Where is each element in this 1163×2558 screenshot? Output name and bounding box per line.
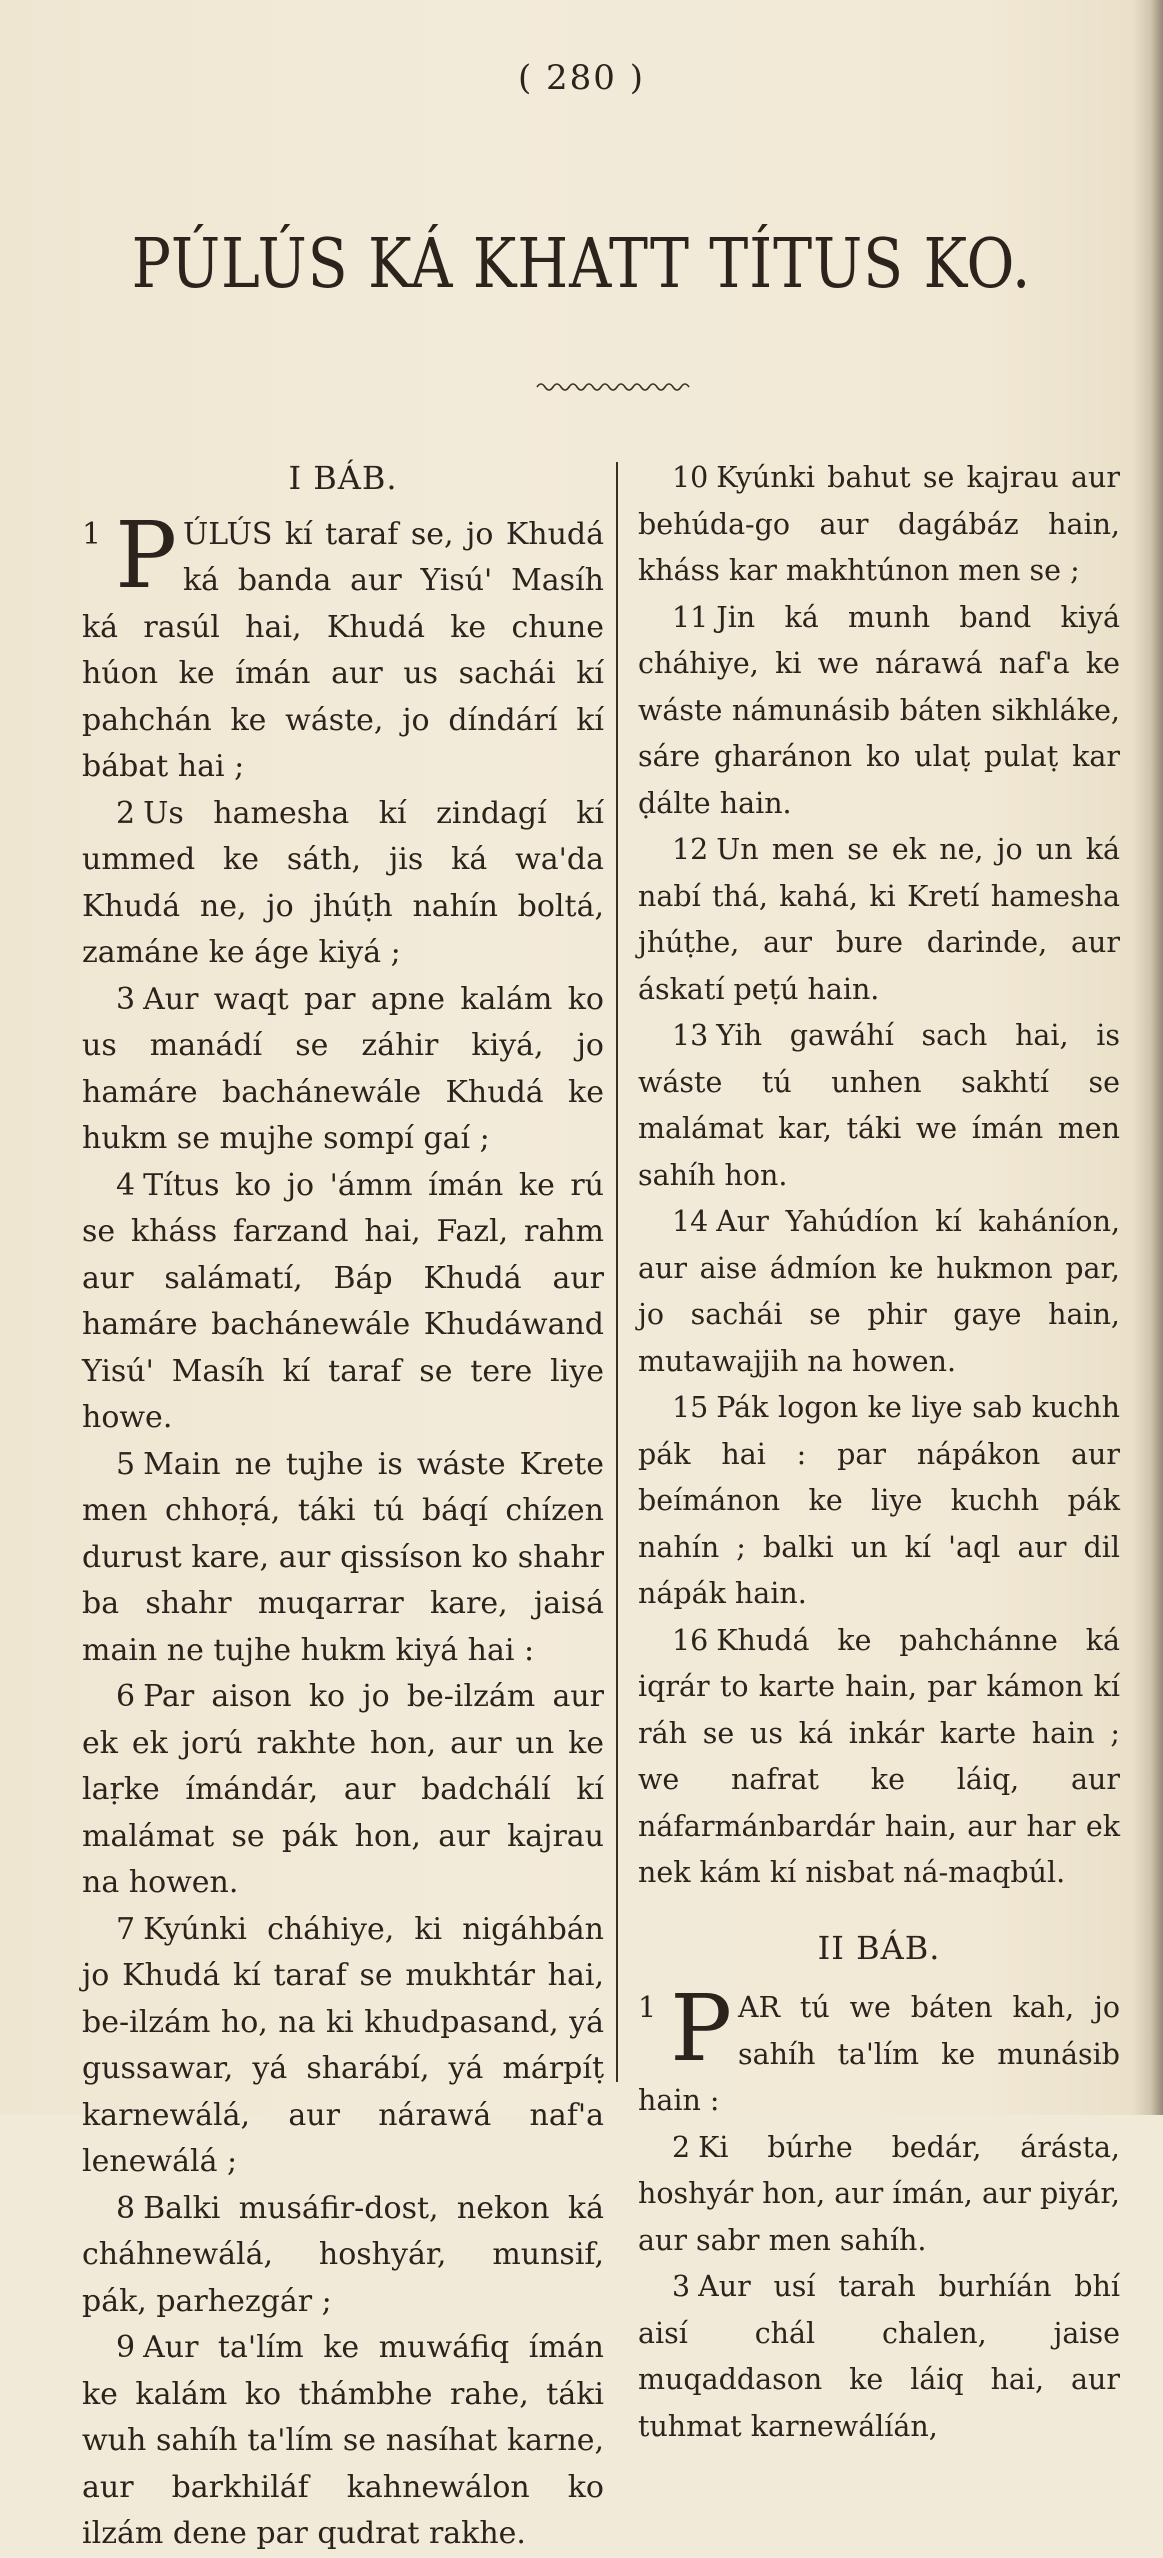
verse-number: 7: [116, 1911, 136, 1947]
page-number: ( 280 ): [517, 58, 646, 98]
chapter-heading: II BÁB.: [817, 1928, 941, 1967]
verse-number: 10: [672, 461, 709, 494]
verse-text: Kyúnki bahut se kajrau aur behúda-go aur dagábáz hain, kháss kar makhtúnon men se ;: [638, 461, 1120, 587]
drop-cap: P: [670, 1975, 733, 2082]
page-title: PÚLÚS KÁ KHATT TÍTUS KO.: [131, 225, 1032, 304]
verse-text: Khudá ke pahchánne ká iqrár to karte hain, par kámon kí ráh se us ká inkár karte hain ; we nafrat ke láiq, aur náfarmánbardár hain, aur har ek nek kám kí nisbat ná-maqbúl.: [638, 1623, 1120, 1889]
verse-text: Us hamesha kí zindagí kí ummed ke sáth, jis ká wa'da Khudá ne, jo jhúṭh nahín boltá, zamáne ke áge kiyá ;: [82, 795, 604, 970]
verse-number: 6: [116, 1679, 136, 1714]
right-column: [638, 455, 1120, 2450]
verse-1-3: [82, 977, 604, 1163]
verse-number: 13: [672, 1019, 709, 1052]
verse-number: 3: [672, 2270, 691, 2303]
verse-text: Un men se ek ne, jo un ká nabí thá, kahá, ki Kretí hamesha jhúṭhe, aur bure darinde, aur áskatí peṭú hain.: [638, 833, 1120, 1006]
verse-number: 5: [116, 1446, 136, 1482]
verse-number: 16: [672, 1623, 709, 1657]
verse-1-7: [82, 1907, 604, 2186]
verse-text: ÚLÚS kí taraf se, jo Khudá ká banda aur Yisú' Masíh ká rasúl hai, Khudá ke chune húon ke ímán aur us sachái kí pahchán ke wáste, jo díndárí kí bábat hai ;: [82, 516, 604, 784]
verse-number: 9: [116, 2330, 136, 2365]
verse-text: Kyúnki cháhiye, ki nigáhbán jo Khudá kí taraf se mukhtár hai, be-ilzám ho, na ki khudpasand, yá gussawar, yá sharábí, yá márpíṭ karnewálá, aur nárawá naf'a lenewálá ;: [82, 1911, 604, 2179]
verse-text: Aur ta'lím ke muwáfiq ímán ke kalám ko thámbhe rahe, táki wuh sahíh ta'lím se nasíhat karne, aur barkhiláf kahnewálon ko ilzám dene par qudrat rakhe.: [82, 2330, 604, 2551]
verse-2-1: [638, 1975, 1120, 2125]
verse-text: Main ne tujhe is wáste Krete men chhoṛá, táki tú báqí chízen durust kare, aur qissíson ko shahr ba shahr muqarrar kare, jaisá main ne tujhe hukm kiyá hai :: [82, 1446, 604, 1668]
verse-text: AR tú we báten kah, jo sahíh ta'lím ke munásib hain :: [638, 1991, 1120, 2117]
verse-1-12: [638, 827, 1120, 1013]
verse-1-5: [82, 1442, 604, 1675]
verse-number: 1: [638, 1991, 657, 2024]
verse-text: Yih gawáhí sach hai, is wáste tú unhen sakhtí se malámat kar, táki we ímán men sahíh hon.: [638, 1019, 1120, 1192]
verse-text: Ki búrhe bedár, árásta, hoshyár hon, aur ímán, aur piyár, aur sabr men sahíh.: [638, 2130, 1120, 2257]
verse-text: Jin ká munh band kiyá cháhiye, ki we nárawá naf'a ke wáste námunásib báten sikhláke, sáre gharánon ko ulaṭ pulaṭ kar ḍálte hain.: [638, 600, 1120, 820]
verse-1-10: [638, 455, 1120, 595]
verse-number: 3: [116, 981, 136, 1017]
verse-text: Aur waqt par apne kalám ko us manádí se záhir kiyá, jo hamáre bachánewále Khudá ke hukm se mujhe sompí gaí ;: [82, 981, 604, 1156]
verse-1-6: [82, 1674, 604, 1907]
verse-number: 1: [82, 516, 102, 552]
verse-text: Balki musáfir-dost, nekon ká cháhnewálá, hoshyár, munsif, pák, parhezgár ;: [82, 2190, 604, 2319]
verse-1-8: [82, 2186, 604, 2326]
verse-1-4: [82, 1163, 604, 1442]
verse-text: Aur Yahúdíon kí kaháníon, aur aise ádmíon ke hukmon par, jo sachái se phir gaye hain, mutawajjih na howen.: [638, 1205, 1120, 1378]
verse-number: 4: [116, 1167, 136, 1203]
verse-1-14: [638, 1199, 1120, 1385]
verse-1-16: [638, 1618, 1120, 1897]
verse-2-3: [638, 2264, 1120, 2450]
verse-number: 14: [672, 1205, 709, 1238]
verse-text: Par aison ko jo be-ilzám aur ek ek jorú rakhte hon, aur un ke laṛke ímándár, aur badchálí kí malámat se pák hon, aur kajrau na howen.: [82, 1679, 604, 1900]
verse-1-9: [82, 2325, 604, 2558]
verse-1-11: [638, 595, 1120, 828]
column-divider: [616, 462, 618, 2082]
verse-number: 2: [116, 795, 136, 831]
verse-text: Títus ko jo 'ámm ímán ke rú se kháss farzand hai, Fazl, rahm aur salámatí, Báp Khudá aur hamáre bachánewále Khudáwand Yisú' Masíh kí taraf se tere liye howe.: [82, 1167, 604, 1435]
page-edge-shadow: [1133, 0, 1163, 2115]
verse-text: Aur usí tarah burhíán bhí aisí chál chalen, jaise muqaddason ke láiq hai, aur tuhmat karnewálíán,: [638, 2270, 1120, 2443]
verse-number: 11: [672, 600, 709, 634]
chapter-heading: I BÁB.: [288, 459, 398, 497]
verse-text: Pák logon ke liye sab kuchh pák hai : par nápákon aur beímánon ke liye kuchh pák nahín ; balki un kí 'aql aur dil nápák hain.: [638, 1391, 1120, 1610]
verse-2-2: [638, 2125, 1120, 2265]
left-column: [82, 455, 604, 2558]
wavy-ornament-icon: [535, 378, 695, 396]
verse-1-2: [82, 791, 604, 977]
verse-number: 15: [672, 1391, 709, 1424]
verse-number: 12: [672, 833, 709, 866]
verse-1-13: [638, 1013, 1120, 1199]
verse-number: 8: [116, 2190, 136, 2226]
verse-1-15: [638, 1385, 1120, 1618]
verse-number: 2: [672, 2130, 691, 2164]
verse-1-1: [82, 501, 604, 791]
drop-cap: P: [115, 501, 177, 609]
